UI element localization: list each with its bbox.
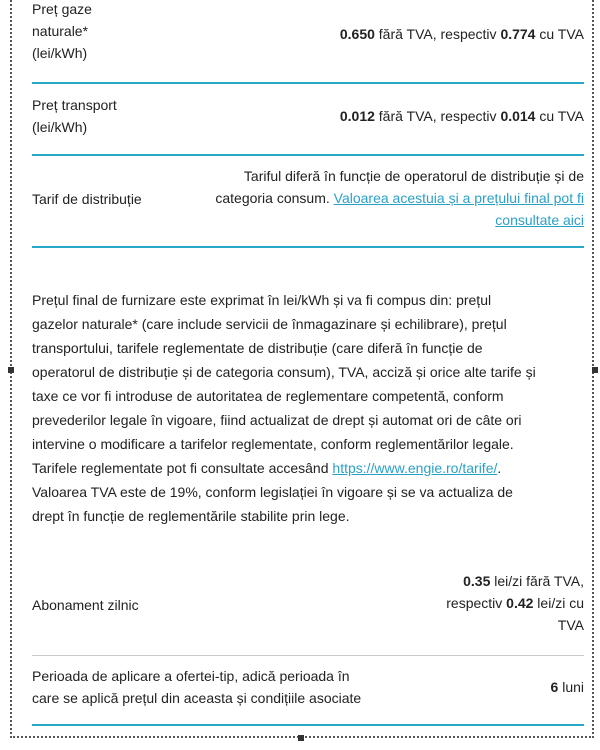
final-price-paragraph: Prețul final de furnizare este exprimat în lei/kWh și va fi compus din: prețul gazelor naturale* (care include servicii de înmagazinare și echilibrare), prețul transportului, tarifele reglementate de distribuție (care diferă în funcție de operatorul de distribuție și de categoria consum), TVA, acciză și orice alte tarife și taxe ce vor fi introduse de autoritatea de reglementare competentă, conform prevederilor legale în vigoare, fiind actualizat de drept și automat ori de câte ori intervine o modificare a tarifelor reglementate, conform reglementărilor legale. Tarifele reglementate pot fi consultate accesând https://www.engie.ro/tarife/. Valoarea TVA este de 19%, conform legislației în vigoare și se va actualiza de drept în funcție de reglementările stabilite prin lege. xyxy=(32,292,536,524)
gas-price-row xyxy=(32,0,584,84)
transport-price-label: Preț transport (lei/kWh) xyxy=(32,97,117,135)
distribution-tariff-label: Tarif de distribuție xyxy=(32,191,142,207)
daily-subscription-row xyxy=(32,568,584,656)
distribution-tariff-value: Tariful diferă în funcție de operatorul de distribuție și de categoria consum. Valoarea acestuia și a prețului final pot fi consultate aici xyxy=(215,168,584,228)
daily-subscription-value: 0.35 lei/zi fără TVA, respectiv 0.42 lei/zi cu TVA xyxy=(446,573,584,633)
tariffs-url-link[interactable]: https://www.engie.ro/tarife/ xyxy=(332,460,498,476)
application-period-row xyxy=(32,662,584,726)
final-price-link[interactable]: Valoarea acestuia și a prețului final pot fi xyxy=(333,190,584,206)
gas-price-value: 0.650 fără TVA, respectiv 0.774 cu TVA xyxy=(339,26,584,42)
resize-handle-right[interactable] xyxy=(592,367,598,373)
resize-handle-left[interactable] xyxy=(8,367,14,373)
daily-subscription-label: Abonament zilnic xyxy=(32,597,139,613)
distribution-tariff-row xyxy=(32,156,584,248)
transport-price-row xyxy=(32,94,584,156)
transport-price-value: 0.012 fără TVA, respectiv 0.014 cu TVA xyxy=(339,108,584,124)
gas-price-label: Preț gaze naturale* (lei/kWh) xyxy=(32,1,92,61)
resize-handle-bottom[interactable] xyxy=(298,735,304,741)
consult-here-link[interactable]: consultate aici xyxy=(495,212,584,228)
application-period-label: Perioada de aplicare a ofertei-tip, adică perioada în care se aplică prețul din aceasta și condițiile asociate xyxy=(32,668,362,706)
application-period-value: 6 luni xyxy=(550,679,584,695)
